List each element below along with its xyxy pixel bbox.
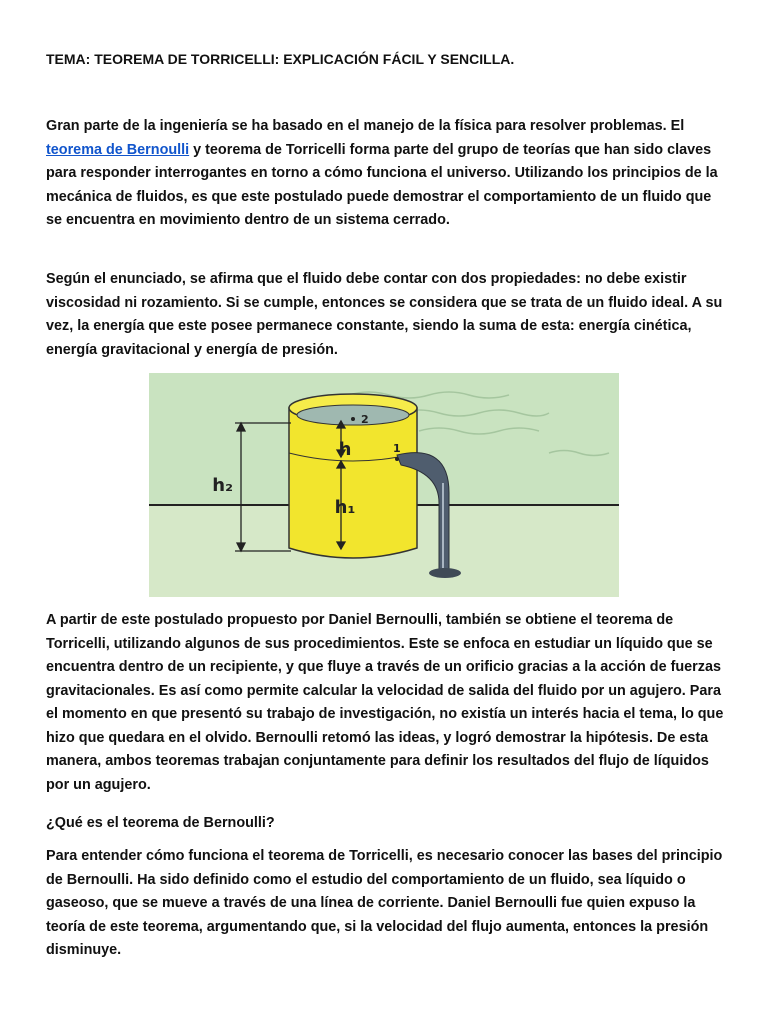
h-label: h — [338, 439, 352, 460]
water-splash — [429, 568, 461, 578]
intro-text-start: Gran parte de la ingeniería se ha basado en el manejo de la física para resolver problemas. El — [46, 118, 685, 134]
water-surface — [297, 405, 409, 425]
bernoulli-paragraph: Para entender cómo funciona el teorema de Torricelli, es necesario conocer las bases del principio de Bernoulli. Ha sido definido como el estudio del comportamiento de un fluido, sea líquido o gaseoso, que se mueve a través de una línea de corriente. Daniel Bernoulli fue quien expuso la teoría de este teorema, argumentando que, si la velocidad del flujo aumenta, entonces la presión disminuye. — [46, 848, 723, 958]
section-question: ¿Qué es el teorema de Bernoulli? — [46, 815, 275, 831]
document-title: TEMA: TEOREMA DE TORRICELLI: EXPLICACIÓN FÁCIL Y SENCILLA. — [46, 51, 515, 67]
point-1-marker — [395, 457, 399, 461]
statement-paragraph: Según el enunciado, se afirma que el fluido debe contar con dos propiedades: no debe existir viscosidad ni rozamiento. Si se cumple, entonces se considera que se trata de un fluido ideal. A su vez, la energía que este posee permanece constante, siendo la suma de esta: energía cinética, energía gravitacional y energía de presión. — [46, 271, 723, 358]
bernoulli-theorem-link[interactable]: teorema de Bernoulli — [46, 141, 190, 158]
tank-illustration — [149, 373, 619, 597]
intro-paragraph — [46, 115, 726, 233]
point-1-label: 1 — [393, 442, 401, 455]
h1-label: h₁ — [334, 497, 356, 518]
point-2-marker — [351, 417, 355, 421]
intro-text-end: y teorema de Torricelli forma parte del grupo de teorías que han sido claves para responder interrogantes en torno a cómo funciona el universo. Utilizando los principios de la mecánica de fluidos, es que este postulado puede demostrar el comportamiento de un fluido que se encuentra en movimiento dentro de un sistema cerrado. — [46, 141, 718, 228]
point-2-label: 2 — [361, 413, 369, 426]
torricelli-tank-figure — [149, 373, 619, 597]
torricelli-paragraph: A partir de este postulado propuesto por Daniel Bernoulli, también se obtiene el teorema de Torricelli, utilizando algunos de sus procedimientos. Este se enfoca en estudiar un líquido que se encuentra dentro de un recipiente, y que fluye a través de un orificio gracias a la acción de fuerzas gravitacionales. Es así como permite calcular la velocidad de salida del fluido por un agujero. Para el momento en que presentó su trabajo de investigación, no existía un interés hacia el tema, lo que hizo que quedara en el olvido. Bernoulli retomó las ideas, y logró demostrar la hipótesis. De esta manera, ambos teoremas trabajan conjuntamente para definir los resultados del flujo de líquidos por un agujero. — [46, 612, 724, 793]
tank-body — [289, 408, 417, 558]
h2-label: h₂ — [212, 475, 233, 496]
